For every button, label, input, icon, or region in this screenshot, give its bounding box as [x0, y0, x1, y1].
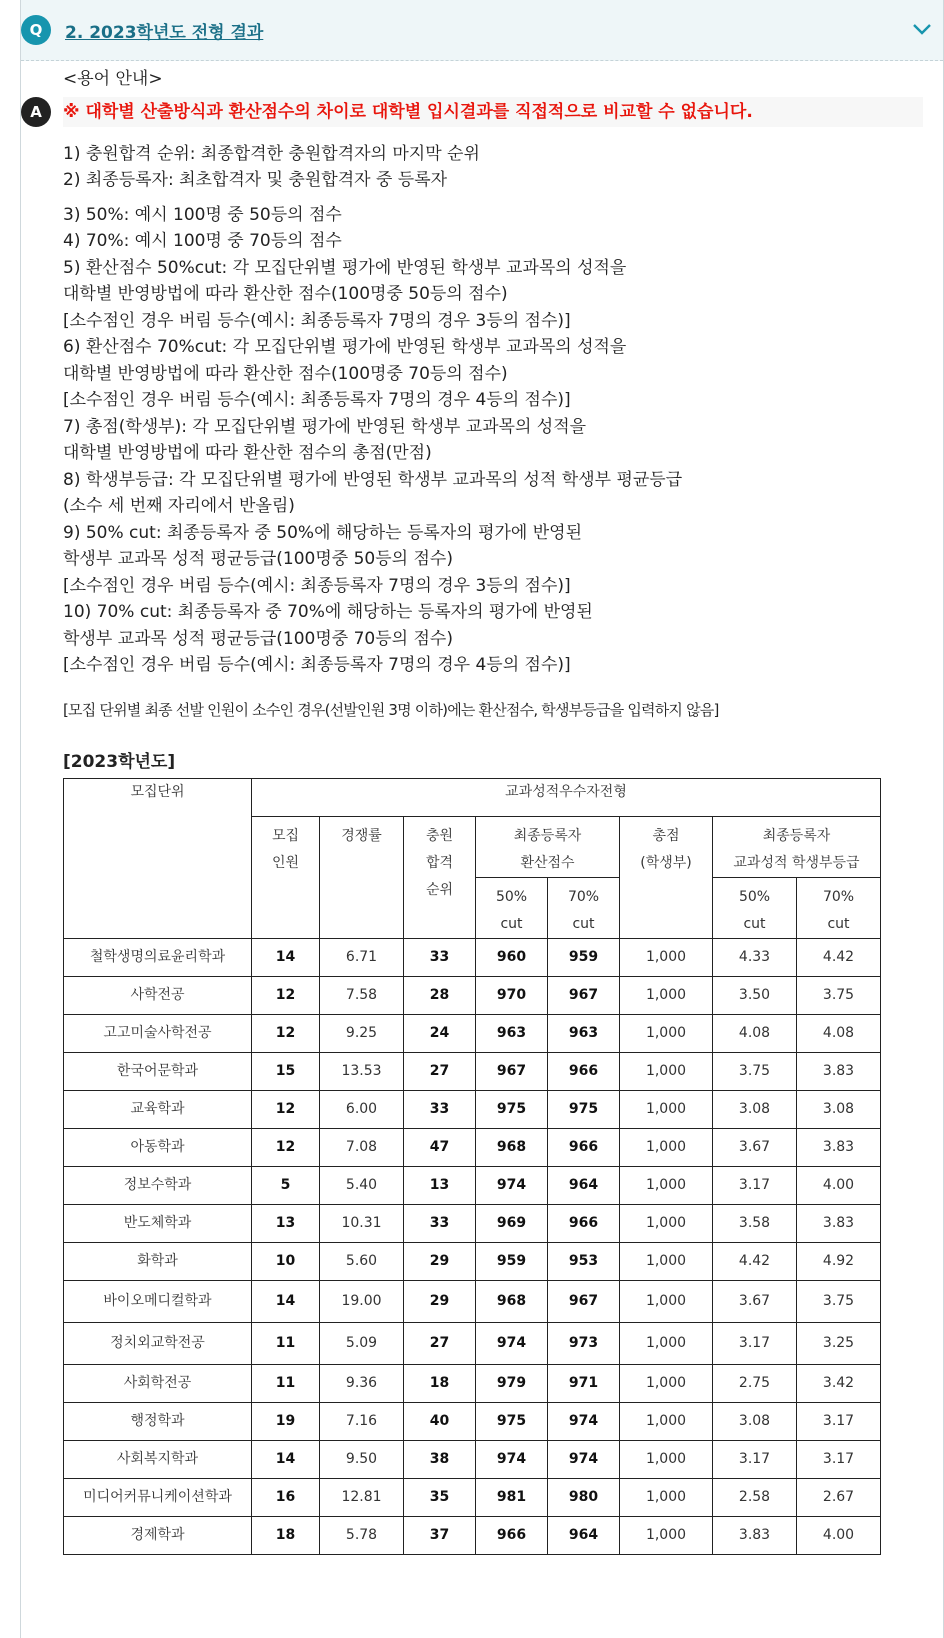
conv70-cell: 963	[548, 1014, 620, 1052]
total-cell: 1,000	[620, 1166, 713, 1204]
conv50-cell: 974	[476, 1440, 548, 1478]
total-cell: 1,000	[620, 1322, 713, 1364]
conv50-cell: 970	[476, 976, 548, 1014]
grade50-cell: 3.67	[713, 1280, 797, 1322]
definition-line: [소수점인 경우 버림 등수(예시: 최종등록자 7명의 경우 3등의 점수)]	[63, 575, 571, 596]
total-cell: 1,000	[620, 1014, 713, 1052]
conv50-cell: 981	[476, 1478, 548, 1516]
grade70-cell: 4.42	[797, 938, 881, 976]
grade50-cell: 3.75	[713, 1052, 797, 1090]
quota-cell: 18	[252, 1516, 320, 1554]
conv50-cell: 967	[476, 1052, 548, 1090]
conv50-cell: 959	[476, 1242, 548, 1280]
table-row	[64, 1478, 881, 1516]
warning-text: ※ 대학별 산출방식과 환산점수의 차이로 대학별 입시결과를 직접적으로 비교할 수 없습니다.	[63, 97, 923, 127]
answer-badge: A	[21, 97, 51, 127]
definition-line: 9) 50% cut: 최종등록자 중 50%에 해당하는 등록자의 평가에 반영된	[63, 522, 583, 543]
rate-cell: 19.00	[320, 1280, 404, 1322]
grade70-cell: 3.75	[797, 1280, 881, 1322]
quota-cell: 5	[252, 1166, 320, 1204]
unit-cell: 철학생명의료윤리학과	[64, 938, 252, 976]
definition-line: 학생부 교과목 성적 평균등급(100명중 70등의 점수)	[63, 628, 453, 649]
conv70-cell: 974	[548, 1402, 620, 1440]
total-cell: 1,000	[620, 938, 713, 976]
rank-cell: 38	[404, 1440, 476, 1478]
grade70-cell: 3.75	[797, 976, 881, 1014]
table-row	[64, 938, 881, 976]
conv70-cell: 975	[548, 1090, 620, 1128]
rate-cell: 10.31	[320, 1204, 404, 1242]
grade50-cell: 4.42	[713, 1242, 797, 1280]
conv50-cell: 975	[476, 1402, 548, 1440]
header-grade: 최종등록자 교과성적 학생부등급	[713, 816, 881, 877]
rank-cell: 29	[404, 1242, 476, 1280]
table-row	[64, 1128, 881, 1166]
header-grade-70: 70% cut	[797, 877, 881, 938]
answer-body	[63, 66, 923, 1555]
rank-cell: 33	[404, 938, 476, 976]
grade70-cell: 3.83	[797, 1204, 881, 1242]
grade50-cell: 3.67	[713, 1128, 797, 1166]
unit-cell: 고고미술사학전공	[64, 1014, 252, 1052]
total-cell: 1,000	[620, 1440, 713, 1478]
grade50-cell: 4.08	[713, 1014, 797, 1052]
quota-cell: 14	[252, 1280, 320, 1322]
rate-cell: 12.81	[320, 1478, 404, 1516]
table-row	[64, 1204, 881, 1242]
question-header[interactable]	[21, 0, 943, 61]
rank-cell: 37	[404, 1516, 476, 1554]
rank-cell: 33	[404, 1090, 476, 1128]
total-cell: 1,000	[620, 1204, 713, 1242]
rate-cell: 13.53	[320, 1052, 404, 1090]
total-cell: 1,000	[620, 1402, 713, 1440]
conv70-cell: 964	[548, 1166, 620, 1204]
definition-line: 대학별 반영방법에 따라 환산한 점수(100명중 50등의 점수)	[63, 284, 508, 304]
conv50-cell: 968	[476, 1128, 548, 1166]
rank-cell: 33	[404, 1204, 476, 1242]
grade70-cell: 3.17	[797, 1402, 881, 1440]
rate-cell: 6.00	[320, 1090, 404, 1128]
grade70-cell: 3.08	[797, 1090, 881, 1128]
rate-cell: 9.50	[320, 1440, 404, 1478]
table-row	[64, 1402, 881, 1440]
table-row	[64, 1090, 881, 1128]
header-grade-50: 50% cut	[713, 877, 797, 938]
grade50-cell: 3.58	[713, 1204, 797, 1242]
unit-cell: 사회학전공	[64, 1364, 252, 1402]
table-row	[64, 1166, 881, 1204]
conv70-cell: 966	[548, 1052, 620, 1090]
conv70-cell: 971	[548, 1364, 620, 1402]
quota-cell: 15	[252, 1052, 320, 1090]
rate-cell: 7.58	[320, 976, 404, 1014]
definition-line: 5) 환산점수 50%cut: 각 모집단위별 평가에 반영된 학생부 교과목의 성적을	[63, 257, 627, 278]
grade50-cell: 3.50	[713, 976, 797, 1014]
definition-line: 8) 학생부등급: 각 모집단위별 평가에 반영된 학생부 교과목의 성적 학생부 평균등급	[63, 469, 683, 490]
grade70-cell: 4.92	[797, 1242, 881, 1280]
grade50-cell: 3.83	[713, 1516, 797, 1554]
question-badge: Q	[21, 15, 51, 45]
quota-cell: 19	[252, 1402, 320, 1440]
header-rate: 경쟁률	[320, 816, 404, 938]
table-row	[64, 1052, 881, 1090]
grade50-cell: 3.08	[713, 1090, 797, 1128]
conv70-cell: 959	[548, 938, 620, 976]
unit-cell: 아동학과	[64, 1128, 252, 1166]
table-row	[64, 1280, 881, 1322]
table-row	[64, 976, 881, 1014]
chevron-down-icon[interactable]	[911, 18, 933, 40]
conv50-cell: 974	[476, 1322, 548, 1364]
conv50-cell: 960	[476, 938, 548, 976]
conv70-cell: 974	[548, 1440, 620, 1478]
conv70-cell: 966	[548, 1128, 620, 1166]
rate-cell: 9.36	[320, 1364, 404, 1402]
rank-cell: 18	[404, 1364, 476, 1402]
unit-cell: 화학과	[64, 1242, 252, 1280]
table-row	[64, 1364, 881, 1402]
quota-cell: 13	[252, 1204, 320, 1242]
grade70-cell: 2.67	[797, 1478, 881, 1516]
quota-cell: 12	[252, 1014, 320, 1052]
results-table	[63, 778, 881, 1555]
definition-line: 3) 50%: 예시 100명 중 50등의 점수	[63, 204, 342, 225]
quota-cell: 12	[252, 1090, 320, 1128]
total-cell: 1,000	[620, 1516, 713, 1554]
year-label: [2023학년도]	[63, 752, 176, 772]
rank-cell: 47	[404, 1128, 476, 1166]
grade70-cell: 3.25	[797, 1322, 881, 1364]
grade50-cell: 4.33	[713, 938, 797, 976]
definition-line: 학생부 교과목 성적 평균등급(100명중 50등의 점수)	[63, 549, 453, 569]
table-row	[64, 1322, 881, 1364]
grade50-cell: 3.08	[713, 1402, 797, 1440]
quota-cell: 14	[252, 1440, 320, 1478]
conv70-cell: 967	[548, 1280, 620, 1322]
header-rank: 충원 합격 순위	[404, 816, 476, 938]
total-cell: 1,000	[620, 1052, 713, 1090]
unit-cell: 행정학과	[64, 1402, 252, 1440]
grade50-cell: 2.58	[713, 1478, 797, 1516]
rank-cell: 13	[404, 1166, 476, 1204]
table-row	[64, 1440, 881, 1478]
total-cell: 1,000	[620, 1242, 713, 1280]
unit-cell: 사학전공	[64, 976, 252, 1014]
definition-line: 4) 70%: 예시 100명 중 70등의 점수	[63, 231, 342, 251]
header-conv: 최종등록자 환산점수	[476, 816, 620, 877]
quota-cell: 11	[252, 1364, 320, 1402]
input-note: [모집 단위별 최종 선발 인원이 소수인 경우(선발인원 3명 이하)에는 환산점수, 학생부등급을 입력하지 않음]	[63, 700, 719, 719]
quota-cell: 11	[252, 1322, 320, 1364]
definition-line: 10) 70% cut: 최종등록자 중 70%에 해당하는 등록자의 평가에 반영된	[63, 602, 593, 622]
grade70-cell: 3.42	[797, 1364, 881, 1402]
rate-cell: 5.60	[320, 1242, 404, 1280]
rank-cell: 40	[404, 1402, 476, 1440]
unit-cell: 한국어문학과	[64, 1052, 252, 1090]
table-row	[64, 1014, 881, 1052]
grade70-cell: 3.83	[797, 1128, 881, 1166]
total-cell: 1,000	[620, 1280, 713, 1322]
conv70-cell: 964	[548, 1516, 620, 1554]
conv50-cell: 975	[476, 1090, 548, 1128]
quota-cell: 12	[252, 1128, 320, 1166]
table-row	[64, 1242, 881, 1280]
header-conv-50: 50% cut	[476, 877, 548, 938]
question-title-link[interactable]: 2. 2023학년도 전형 결과	[65, 23, 264, 43]
definition-line: (소수 세 번째 자리에서 반올림)	[63, 496, 295, 516]
definition-line: 1) 충원합격 순위: 최종합격한 충원합격자의 마지막 순위	[63, 143, 480, 164]
grade70-cell: 3.17	[797, 1440, 881, 1478]
quota-cell: 16	[252, 1478, 320, 1516]
header-total: 총점 (학생부)	[620, 816, 713, 938]
conv70-cell: 966	[548, 1204, 620, 1242]
total-cell: 1,000	[620, 1090, 713, 1128]
unit-cell: 교육학과	[64, 1090, 252, 1128]
header-type: 교과성적우수자전형	[252, 778, 881, 816]
total-cell: 1,000	[620, 1478, 713, 1516]
conv50-cell: 969	[476, 1204, 548, 1242]
rate-cell: 5.09	[320, 1322, 404, 1364]
unit-cell: 정보수학과	[64, 1166, 252, 1204]
rank-cell: 28	[404, 976, 476, 1014]
grade50-cell: 3.17	[713, 1166, 797, 1204]
total-cell: 1,000	[620, 1128, 713, 1166]
conv50-cell: 979	[476, 1364, 548, 1402]
header-conv-70: 70% cut	[548, 877, 620, 938]
rate-cell: 5.40	[320, 1166, 404, 1204]
definition-line: 2) 최종등록자: 최초합격자 및 충원합격자 중 등록자	[63, 170, 448, 190]
definition-list	[63, 141, 923, 679]
rate-cell: 7.08	[320, 1128, 404, 1166]
conv50-cell: 966	[476, 1516, 548, 1554]
rank-cell: 35	[404, 1478, 476, 1516]
grade70-cell: 4.08	[797, 1014, 881, 1052]
guide-heading: <용어 안내>	[63, 69, 163, 89]
header-unit: 모집단위	[64, 778, 252, 938]
conv70-cell: 967	[548, 976, 620, 1014]
conv50-cell: 974	[476, 1166, 548, 1204]
conv70-cell: 953	[548, 1242, 620, 1280]
quota-cell: 14	[252, 938, 320, 976]
rate-cell: 6.71	[320, 938, 404, 976]
grade50-cell: 2.75	[713, 1364, 797, 1402]
conv50-cell: 968	[476, 1280, 548, 1322]
unit-cell: 바이오메디컬학과	[64, 1280, 252, 1322]
grade50-cell: 3.17	[713, 1322, 797, 1364]
faq-panel	[20, 0, 944, 1638]
unit-cell: 반도체학과	[64, 1204, 252, 1242]
rate-cell: 9.25	[320, 1014, 404, 1052]
definition-line: 대학별 반영방법에 따라 환산한 점수의 총점(만점)	[63, 443, 432, 463]
definition-line: [소수점인 경우 버림 등수(예시: 최종등록자 7명의 경우 4등의 점수)]	[63, 655, 571, 675]
conv70-cell: 980	[548, 1478, 620, 1516]
rank-cell: 27	[404, 1322, 476, 1364]
definition-line: 대학별 반영방법에 따라 환산한 점수(100명중 70등의 점수)	[63, 363, 508, 384]
table-body	[64, 938, 881, 1554]
grade70-cell: 3.83	[797, 1052, 881, 1090]
definition-line: 6) 환산점수 70%cut: 각 모집단위별 평가에 반영된 학생부 교과목의 성적을	[63, 337, 627, 357]
quota-cell: 10	[252, 1242, 320, 1280]
rate-cell: 7.16	[320, 1402, 404, 1440]
rank-cell: 27	[404, 1052, 476, 1090]
grade50-cell: 3.17	[713, 1440, 797, 1478]
quota-cell: 12	[252, 976, 320, 1014]
rank-cell: 24	[404, 1014, 476, 1052]
conv50-cell: 963	[476, 1014, 548, 1052]
unit-cell: 정치외교학전공	[64, 1322, 252, 1364]
table-row	[64, 1516, 881, 1554]
unit-cell: 경제학과	[64, 1516, 252, 1554]
total-cell: 1,000	[620, 976, 713, 1014]
unit-cell: 사회복지학과	[64, 1440, 252, 1478]
header-quota: 모집 인원	[252, 816, 320, 938]
unit-cell: 미디어커뮤니케이션학과	[64, 1478, 252, 1516]
grade70-cell: 4.00	[797, 1166, 881, 1204]
definition-line: [소수점인 경우 버림 등수(예시: 최종등록자 7명의 경우 4등의 점수)]	[63, 390, 571, 410]
conv70-cell: 973	[548, 1322, 620, 1364]
grade70-cell: 4.00	[797, 1516, 881, 1554]
definition-line: 7) 총점(학생부): 각 모집단위별 평가에 반영된 학생부 교과목의 성적을	[63, 416, 587, 437]
definition-line: [소수점인 경우 버림 등수(예시: 최종등록자 7명의 경우 3등의 점수)]	[63, 310, 571, 331]
rank-cell: 29	[404, 1280, 476, 1322]
total-cell: 1,000	[620, 1364, 713, 1402]
rate-cell: 5.78	[320, 1516, 404, 1554]
